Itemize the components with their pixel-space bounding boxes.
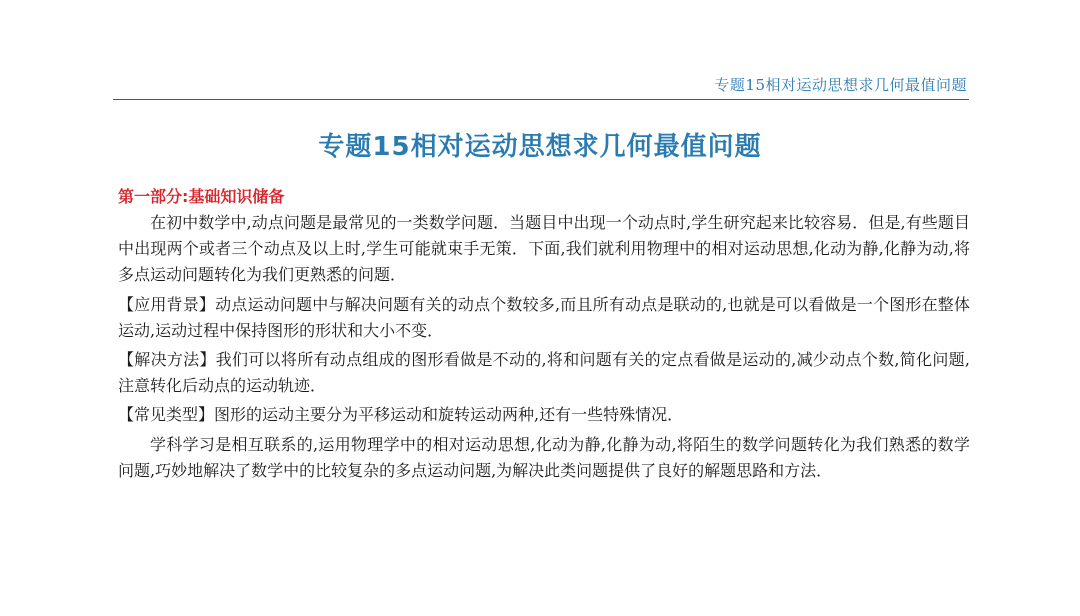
- header-rule: [113, 99, 969, 100]
- running-header: 专题15相对运动思想求几何最值问题: [714, 76, 967, 94]
- intro-paragraph: 在初中数学中,动点问题是最常见的一类数学问题．当题目中出现一个动点时,学生研究起来比较容易．但是,有些题目中出现两个或者三个动点及以上时,学生可能就束手无策．下面,我们就利用物理中的相对运动思想,化动为静,化静为动,将多点运动问题转化为我们更熟悉的问题．: [118, 213, 970, 285]
- document-title: 专题15相对运动思想求几何最值问题: [318, 132, 762, 162]
- background-paragraph: [118, 292, 970, 344]
- method-text: 我们可以将所有动点组成的图形看做是不动的,将和问题有关的定点看做是运动的,减少动点个数,简化问题,注意转化后动点的运动轨迹．: [118, 350, 970, 396]
- types-paragraph: [118, 402, 970, 428]
- background-text: 动点运动问题中与解决问题有关的动点个数较多,而且所有动点是联动的,也就是可以看做是一个图形在整体运动,运动过程中保持图形的形状和大小不变．: [118, 294, 970, 340]
- section-heading: 第一部分:基础知识储备: [118, 187, 285, 206]
- types-text: 图形的运动主要分为平移运动和旋转运动两种,还有一些特殊情况．: [214, 405, 684, 425]
- conclusion-paragraph: 学科学习是相互联系的,运用物理学中的相对运动思想,化动为静,化静为动,将陌生的数学问题转化为我们熟悉的数学问题,巧妙地解决了数学中的比较复杂的多点运动问题,为解决此类问题提供了良好的解题思路和方法．: [118, 434, 970, 480]
- method-tag: 【解决方法】: [118, 350, 216, 370]
- body-text: [118, 210, 970, 487]
- method-paragraph: [118, 347, 970, 399]
- background-tag: 【应用背景】: [118, 294, 216, 314]
- types-tag: 【常见类型】: [118, 405, 215, 425]
